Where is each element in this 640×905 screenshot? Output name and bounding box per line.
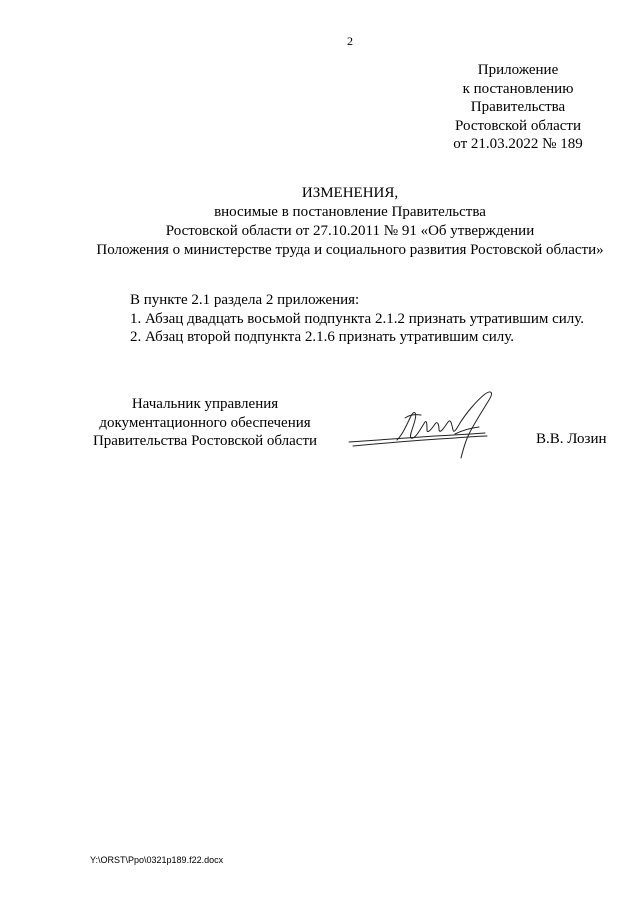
document-body — [130, 291, 610, 347]
title-line: Положения о министерстве труда и социального развития Ростовской области» — [96, 242, 604, 258]
appendix-line: Правительства — [470, 99, 566, 115]
signer-name: В.В. Лозин — [536, 431, 607, 447]
signatory-position — [80, 395, 330, 451]
body-intro: В пункте 2.1 раздела 2 приложения: — [130, 292, 360, 308]
document-title — [0, 184, 640, 260]
title-line: вносимые в постановление Правительства — [214, 204, 486, 220]
appendix-line: к постановлению — [462, 80, 574, 97]
handwritten-signature — [345, 390, 505, 465]
title-heading: ИЗМЕНЕНИЯ, — [301, 185, 399, 201]
position-line: документационного обеспечения — [99, 414, 311, 431]
title-line: Ростовской области от 27.10.2011 № 91 «Об утверждении — [165, 223, 535, 239]
body-item-2: 2. Абзац второй подпункта 2.1.6 признать утратившим силу. — [130, 329, 515, 345]
page-number: 2 — [347, 34, 353, 48]
appendix-header — [428, 61, 608, 154]
appendix-line: Приложение — [477, 62, 559, 78]
body-item-1: 1. Абзац двадцать восьмой подпункта 2.1.2 признать утратившим силу. — [130, 310, 585, 327]
file-path-footer: Y:\ORST\Ppo\0321p189.f22.docx — [90, 855, 224, 865]
appendix-date-number: от 21.03.2022 № 189 — [453, 136, 583, 152]
appendix-line: Ростовской области — [455, 117, 581, 134]
position-line: Начальник управления — [131, 396, 279, 412]
position-line: Правительства Ростовской области — [92, 433, 318, 449]
